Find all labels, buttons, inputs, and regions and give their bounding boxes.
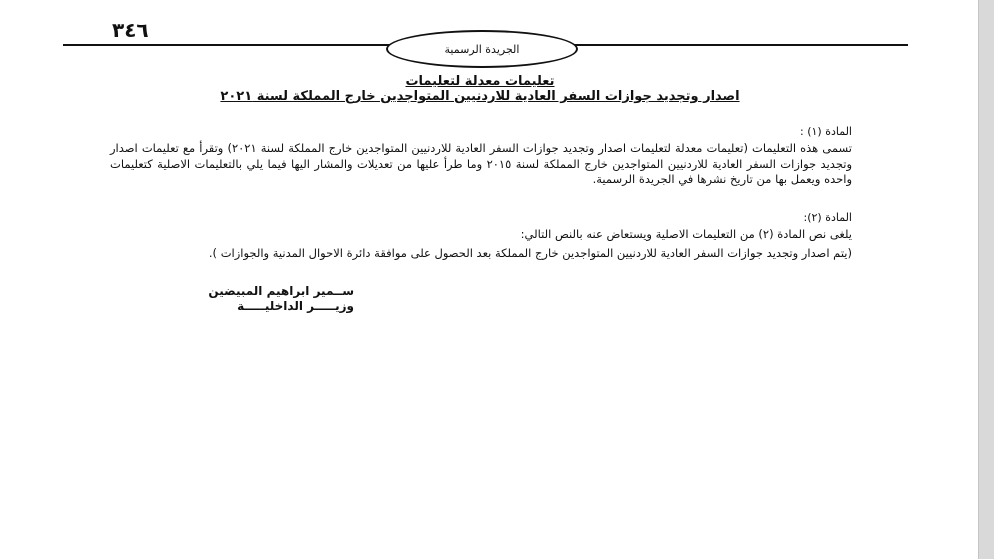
signatory-title: وزيـــــر الداخليـــــة [237,299,354,313]
signatory-name: ســمير ابراهيم المبيضين [208,284,354,298]
article-1-heading: المادة (١) : [800,125,852,138]
gazette-label-oval [386,30,578,68]
article-2-heading: المادة (٢): [803,211,852,224]
gazette-label: الجريدة الرسمية [444,42,520,56]
page-number: ٣٤٦ [112,18,149,42]
article-1-body: تسمى هذه التعليمات (تعليمات معدلة لتعليمات اصدار وتجديد جوازات السفر العادية للاردنيين المتواجدين خارج المملكة لسنة ٢٠٢١) وتقرأ مع تعليمات اصدار وتجديد جوازات السفر العادية للاردنيين المتواجدين خارج المملكة لسنة ٢٠١٥ وما طرأ عليها من تعديلات والمشار اليها فيما يلي بالتعليمات الاصلية كتعليمات واحده ويعمل بها من تاريخ نشرها في الجريدة الرسمية. [110,141,852,186]
document-subtitle: اصدار وتجديد جوازات السفر العادية للاردنيين المتواجدين خارج المملكة لسنة ٢٠٢١ [220,89,740,104]
article-2-body-replacement: (يتم اصدار وتجديد جوازات السفر العادية للاردنيين المتواجدين خارج المملكة بعد الحصول على موافقة دائرة الاحوال المدنية والجوازات ). [208,246,852,260]
document-title: تعليمات معدلة لتعليمات [405,74,555,89]
article-2-body-intro: يلغى نص المادة (٢) من التعليمات الاصلية ويستعاض عنه بالنص التالي: [520,227,852,241]
viewer-scroll-edge[interactable] [978,0,994,559]
